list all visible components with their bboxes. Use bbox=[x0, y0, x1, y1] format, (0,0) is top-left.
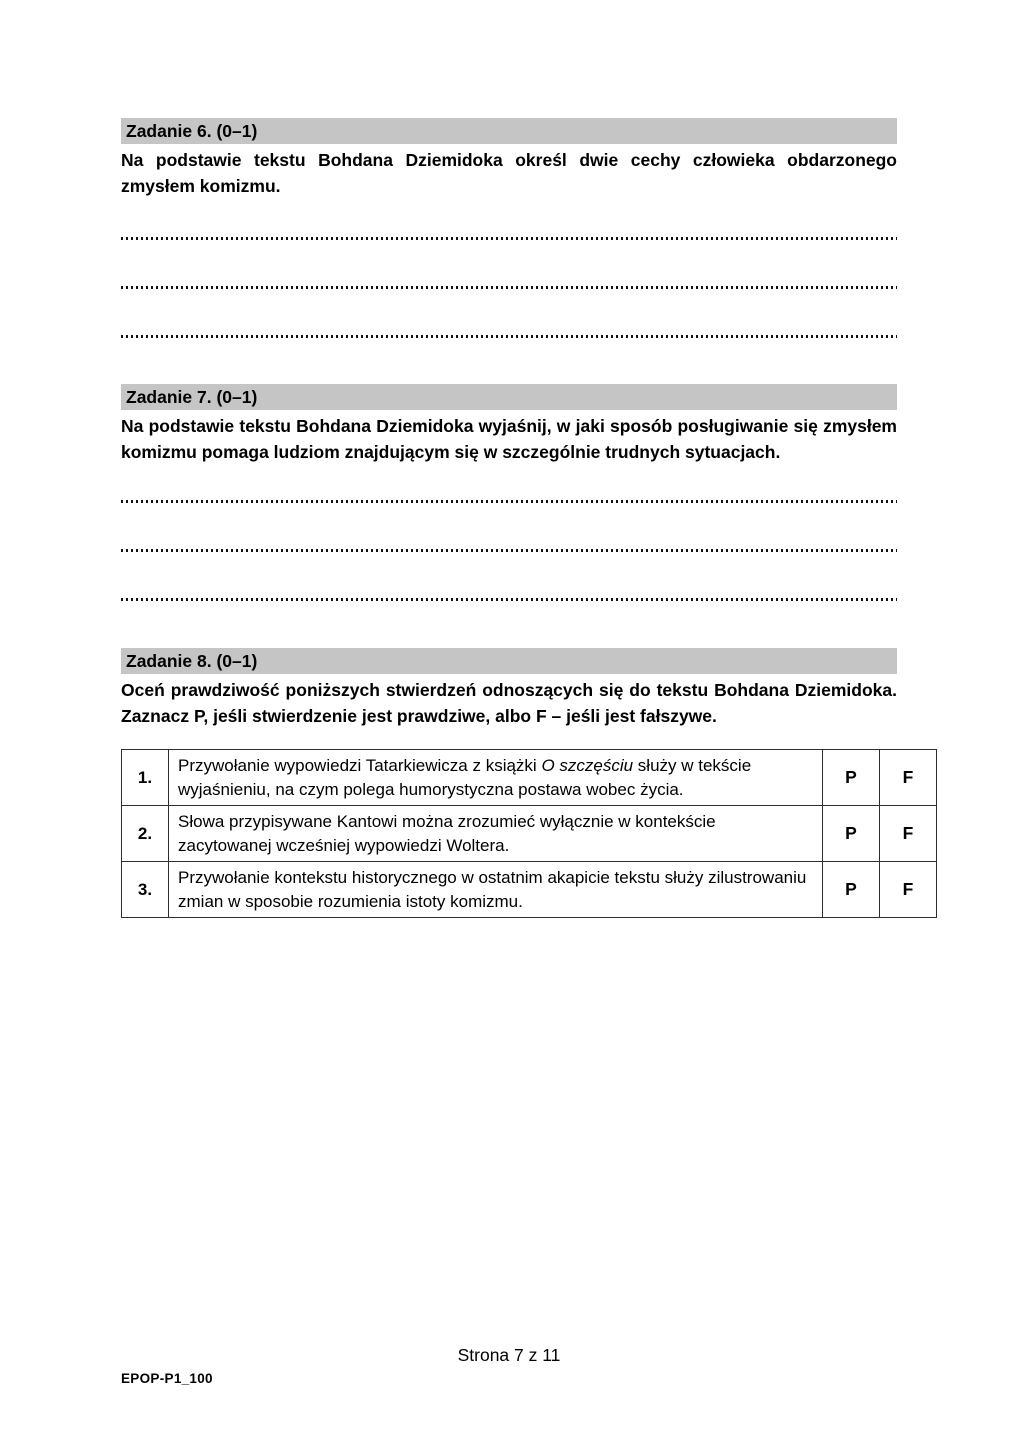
answer-line[interactable] bbox=[121, 549, 897, 552]
table-row bbox=[122, 750, 937, 806]
task-8-header-label: Zadanie 8. (0–1) bbox=[126, 651, 258, 671]
answer-line[interactable] bbox=[121, 598, 897, 601]
task-6-header-bar bbox=[121, 118, 897, 144]
answer-line[interactable] bbox=[121, 286, 897, 289]
option-f-cell[interactable]: F bbox=[880, 750, 937, 806]
table-row bbox=[122, 862, 937, 918]
table-row bbox=[122, 806, 937, 862]
task-8-instruction: Oceń prawdziwość poniższych stwierdzeń odnoszących się do tekstu Bohdana Dziemidoka. Zaznacz P, jeśli stwierdzenie jest prawdziwe, albo F – jeśli jest fałszywe. bbox=[121, 680, 897, 726]
footer-page-number: Strona 7 z 11 bbox=[457, 1345, 561, 1365]
task-8-header-bar bbox=[121, 648, 897, 674]
task-6-header-label: Zadanie 6. (0–1) bbox=[126, 121, 258, 141]
answer-line[interactable] bbox=[121, 237, 897, 240]
statements-table bbox=[121, 749, 937, 918]
answer-line[interactable] bbox=[121, 335, 897, 338]
row-number: 3. bbox=[122, 862, 169, 918]
statement-text: Przywołanie kontekstu historycznego w ostatnim akapicie tekstu służy zilustrowaniu zmian w sposobie rozumienia istoty komizmu. bbox=[169, 862, 823, 918]
option-p-cell[interactable]: P bbox=[823, 750, 880, 806]
option-p-cell[interactable]: P bbox=[823, 806, 880, 862]
task-7-instruction: Na podstawie tekstu Bohdana Dziemidoka wyjaśnij, w jaki sposób posługiwanie się zmysłem komizmu pomaga ludziom znajdującym się w szczególnie trudnych sytuacjach. bbox=[121, 416, 897, 462]
row-number: 2. bbox=[122, 806, 169, 862]
answer-line[interactable] bbox=[121, 500, 897, 503]
statement-text-part: Przywołanie wypowiedzi Tatarkiewicza z książki bbox=[178, 755, 542, 775]
footer-document-code: EPOP-P1_100 bbox=[121, 1371, 213, 1386]
task-7-header-bar bbox=[121, 384, 897, 410]
task-7-header-label: Zadanie 7. (0–1) bbox=[126, 387, 258, 407]
option-f-cell[interactable]: F bbox=[880, 862, 937, 918]
statement-text: Słowa przypisywane Kantowi można zrozumieć wyłącznie w kontekście zacytowanej wcześniej wypowiedzi Woltera. bbox=[169, 806, 823, 862]
option-p-cell[interactable]: P bbox=[823, 862, 880, 918]
statement-title-italic: O szczęściu bbox=[541, 755, 634, 775]
task-6-instruction: Na podstawie tekstu Bohdana Dziemidoka określ dwie cechy człowieka obdarzonego zmysłem komizmu. bbox=[121, 150, 897, 196]
statement-text-part: służy w tekście wyjaśnieniu, na czym polega humorystyczna postawa wobec życia. bbox=[178, 755, 752, 799]
row-number: 1. bbox=[122, 750, 169, 806]
statement-text bbox=[169, 750, 823, 806]
page-content bbox=[121, 0, 914, 918]
option-f-cell[interactable]: F bbox=[880, 806, 937, 862]
